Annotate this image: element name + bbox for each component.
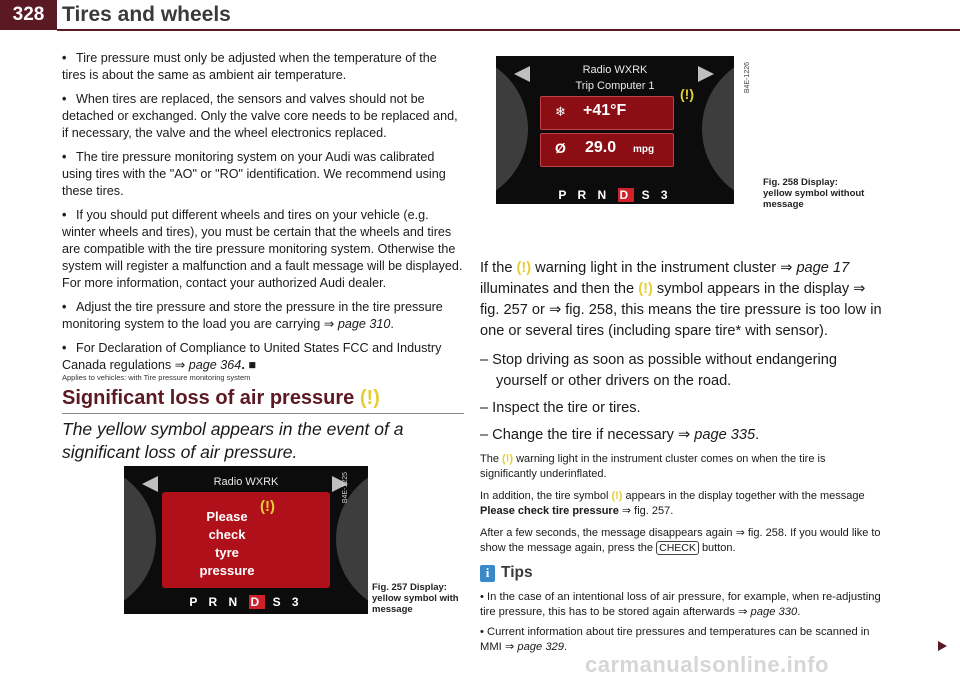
figure-code: B4E-1225 bbox=[342, 472, 349, 504]
arrow-left-icon bbox=[514, 66, 530, 82]
bullet-icon: • bbox=[62, 341, 67, 355]
trip-computer-label: Trip Computer 1 bbox=[575, 80, 655, 92]
figure-caption: Fig. 258 Display: yellow symbol without message bbox=[763, 177, 865, 210]
tire-pressure-icon: (!) bbox=[502, 453, 514, 465]
step-item: – Change the tire if necessary ⇒ page 335. bbox=[480, 427, 760, 443]
next-page-arrow-icon[interactable] bbox=[938, 641, 947, 651]
page-link[interactable]: ⇒ page 329 bbox=[504, 640, 565, 653]
bullet-item: • The tire pressure monitoring system on your Audi was calibrated using tires with the "AO" or "RO" identification. We recommend using these tires. bbox=[62, 150, 446, 198]
info-icon: i bbox=[480, 565, 495, 582]
temperature-row bbox=[540, 96, 674, 130]
radio-label: Radio WXRK bbox=[213, 476, 279, 488]
tip-item: • In the case of an intentional loss of air pressure, for example, when re-adjusting tire pressure, this has to be stored again afterwards ⇒ page 330. bbox=[480, 591, 881, 618]
bullet-icon: • bbox=[62, 208, 67, 222]
tire-pressure-icon: (!) bbox=[611, 490, 623, 502]
average-row bbox=[540, 133, 674, 167]
page-link[interactable]: ⇒ page 310 bbox=[323, 317, 391, 331]
bullet-item: • Tire pressure must only be adjusted when the temperature of the tires is about the same as ambient air temperature. bbox=[62, 51, 437, 82]
lead-text: The yellow symbol appears in the event of a significant loss of air pressure. bbox=[62, 419, 404, 462]
bullet-item: • When tires are replaced, the sensors and valves should not be detached or exchanged. Only the valve core needs to be replaced and, if necessary, the valve and the wheel electronics replaced. bbox=[62, 92, 458, 140]
tip-item: • Current information about tire pressures and temperatures can be scanned in MMI ⇒ page 329. bbox=[480, 626, 870, 653]
section-title: Tires and wheels bbox=[62, 3, 231, 26]
figure-caption: Fig. 257 Display: yellow symbol with message bbox=[372, 582, 459, 615]
bullet-icon: • bbox=[62, 300, 67, 314]
temperature-value: +41°F bbox=[583, 102, 627, 119]
intro-paragraph: If the (!) warning light in the instrument cluster ⇒ page 17 illuminates and then the (!) symbol appears in the display ⇒ fig. 257 or ⇒ fig. 258, this means the tire pressure is too low in one or several tires (including spare tire* with sensor). bbox=[480, 260, 882, 339]
average-value: 29.0 bbox=[585, 139, 617, 156]
gear-indicator: P R N D S 3 bbox=[189, 595, 303, 609]
tire-pressure-icon: (!) bbox=[359, 387, 380, 409]
info-paragraph: After a few seconds, the message disappears again ⇒ fig. 258. If you would like to show the message again, press the CHECK button. bbox=[480, 527, 881, 554]
arrow-left-icon bbox=[142, 476, 158, 492]
section-heading: Significant loss of air pressure (!) bbox=[62, 387, 464, 414]
tire-pressure-icon: (!) bbox=[680, 86, 694, 102]
tire-pressure-icon: (!) bbox=[260, 498, 275, 515]
page-link[interactable]: ⇒ page 364 bbox=[174, 358, 242, 372]
average-icon: Ø bbox=[555, 140, 566, 156]
page-link[interactable]: ⇒ page 330 bbox=[738, 605, 798, 618]
applies-note: Applies to vehicles: with Tire pressure monitoring system bbox=[62, 373, 251, 382]
page-header bbox=[0, 0, 960, 34]
check-button[interactable]: CHECK bbox=[656, 541, 699, 555]
gear-indicator: P R N D S 3 bbox=[558, 188, 672, 202]
bullet-icon: • bbox=[62, 92, 67, 106]
arrow-right-icon bbox=[698, 66, 714, 82]
header-rule bbox=[57, 29, 960, 31]
step-item: – Stop driving as soon as possible without endangering yourself or other drivers on the road. bbox=[480, 352, 837, 389]
left-column bbox=[62, 50, 464, 381]
bullet-item: • If you should put different wheels and tires on your vehicle (e.g. winter wheels and tires), you must be certain that the wheels and tires are compatible with the tire pressure monitoring system. Otherwise the system will register a malfunction and a fault message will be displayed. For more information, contact your authorized Audi dealer. bbox=[62, 208, 463, 290]
page-number: 328 bbox=[0, 0, 57, 30]
tire-pressure-icon: (!) bbox=[516, 260, 532, 276]
radio-label: Radio WXRK bbox=[582, 64, 648, 76]
average-unit: mpg bbox=[633, 144, 655, 155]
fig258-display bbox=[496, 56, 734, 204]
fig257-display bbox=[124, 466, 368, 614]
step-item: – Inspect the tire or tires. bbox=[480, 400, 641, 416]
info-paragraph: The (!) warning light in the instrument cluster comes on when the tire is significantly underinflated. bbox=[480, 453, 826, 480]
figure-code: B4E-1226 bbox=[744, 62, 751, 94]
bullet-item: • For Declaration of Compliance to United States FCC and Industry Canada regulations ⇒ page 364. ■ bbox=[62, 341, 442, 372]
watermark: carmanualsonline.info bbox=[585, 652, 829, 677]
info-paragraph: In addition, the tire symbol (!) appears in the display together with the message Please check tire pressure ⇒ fig. 257. bbox=[480, 490, 865, 517]
warning-message: Please check tyre pressure bbox=[199, 509, 255, 578]
bullet-icon: • bbox=[62, 150, 67, 164]
snowflake-icon: ❄ bbox=[555, 104, 566, 119]
page-link[interactable]: ⇒ page 335 bbox=[677, 427, 756, 443]
page-link[interactable]: ⇒ page 17 bbox=[780, 260, 850, 276]
bullet-icon: • bbox=[62, 51, 67, 65]
right-column bbox=[480, 258, 885, 660]
tire-pressure-icon: (!) bbox=[638, 281, 653, 297]
tips-heading: i Tips bbox=[480, 564, 885, 582]
bullet-item: • Adjust the tire pressure and store the pressure in the tire pressure monitoring system to the load you are carrying ⇒ page 310. bbox=[62, 300, 443, 331]
